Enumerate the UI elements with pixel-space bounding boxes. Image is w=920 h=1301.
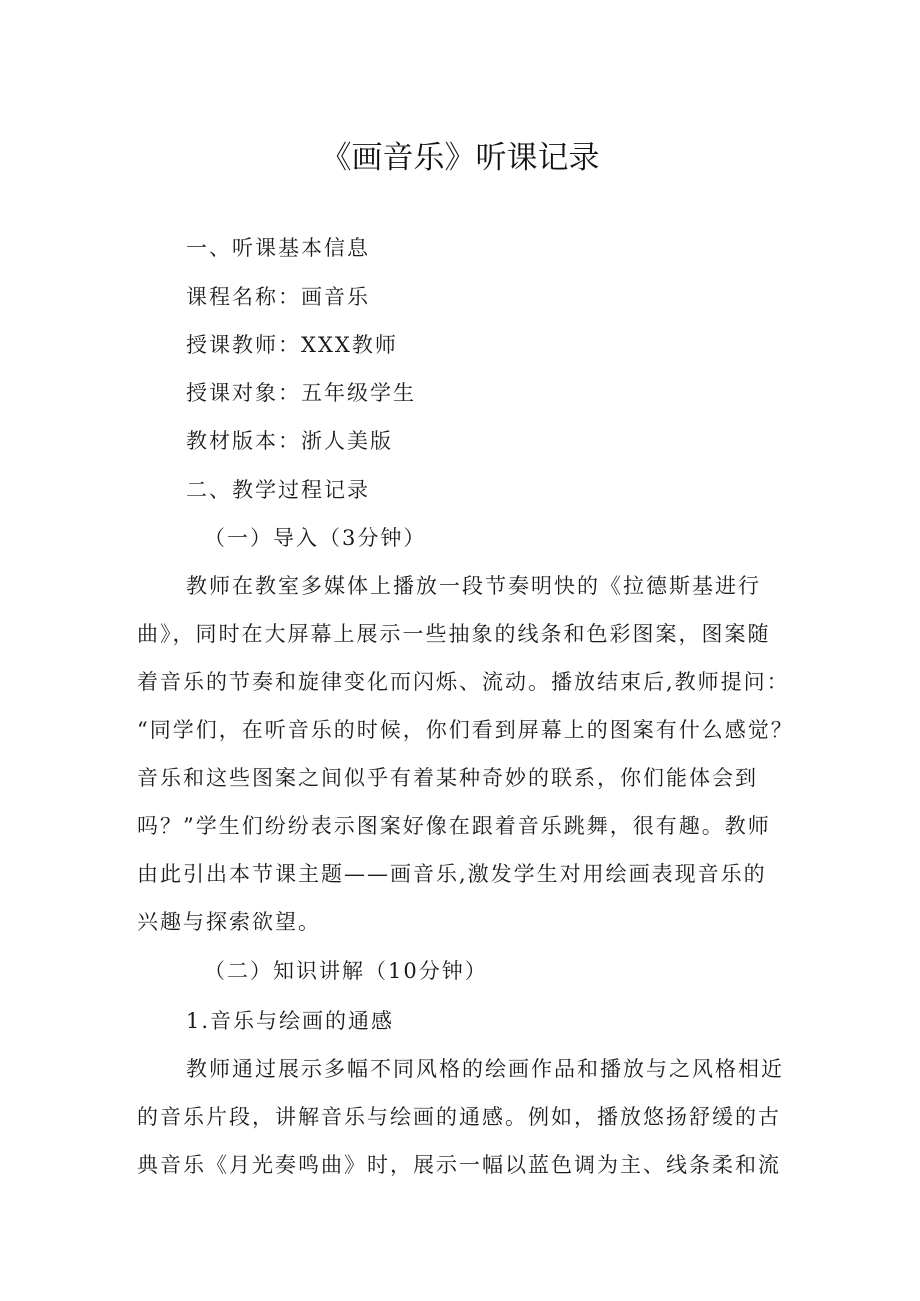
- paragraph-line: 着音乐的节奏和旋律变化而闪烁、流动。播放结束后,教师提问：: [137, 670, 790, 694]
- teacher-name: 授课教师：XXX教师: [186, 333, 398, 357]
- part1-paragraph: [137, 562, 797, 946]
- paragraph-line: 典音乐《月光奏鸣曲》时，展示一幅以蓝色调为主、线条柔和流: [137, 1153, 781, 1177]
- part1-heading: （一）导入（3分钟）: [204, 526, 427, 550]
- point1-heading: 1.音乐与绘画的通感: [186, 1009, 395, 1033]
- paragraph-line: “同学们，在听音乐的时候，你们看到屏幕上的图案有什么感觉？: [137, 718, 794, 742]
- paragraph-line: 音乐和这些图案之间似乎有着某种奇妙的联系，你们能体会到: [137, 766, 758, 790]
- paragraph-line: 的音乐片段，讲解音乐与绘画的通感。例如，播放悠扬舒缓的古: [137, 1105, 781, 1129]
- audience: 授课对象：五年级学生: [186, 381, 416, 405]
- section2-heading: 二、教学过程记录: [186, 478, 370, 502]
- part2-heading: （二）知识讲解（10分钟）: [204, 959, 488, 983]
- paragraph-line: 吗？”学生们纷纷表示图案好像在跟着音乐跳舞，很有趣。教师: [137, 814, 771, 838]
- paragraph-line: 曲》，同时在大屏幕上展示一些抽象的线条和色彩图案，图案随: [137, 622, 771, 646]
- document-title: 《画音乐》听课记录: [320, 140, 600, 176]
- paragraph-line: 教师通过展示多幅不同风格的绘画作品和播放与之风格相近: [186, 1057, 784, 1081]
- course-name: 课程名称：画音乐: [186, 285, 370, 309]
- paragraph-line: 由此引出本节课主题——画音乐,激发学生对用绘画表现音乐的: [137, 862, 767, 886]
- section1-heading: 一、听课基本信息: [186, 236, 370, 260]
- point1-paragraph: [137, 1045, 797, 1189]
- paragraph-line: 教师在教室多媒体上播放一段节奏明快的《拉德斯基进行: [186, 574, 761, 598]
- textbook-version: 教材版本：浙人美版: [186, 429, 393, 453]
- paragraph-line: 兴趣与探索欲望。: [137, 910, 321, 934]
